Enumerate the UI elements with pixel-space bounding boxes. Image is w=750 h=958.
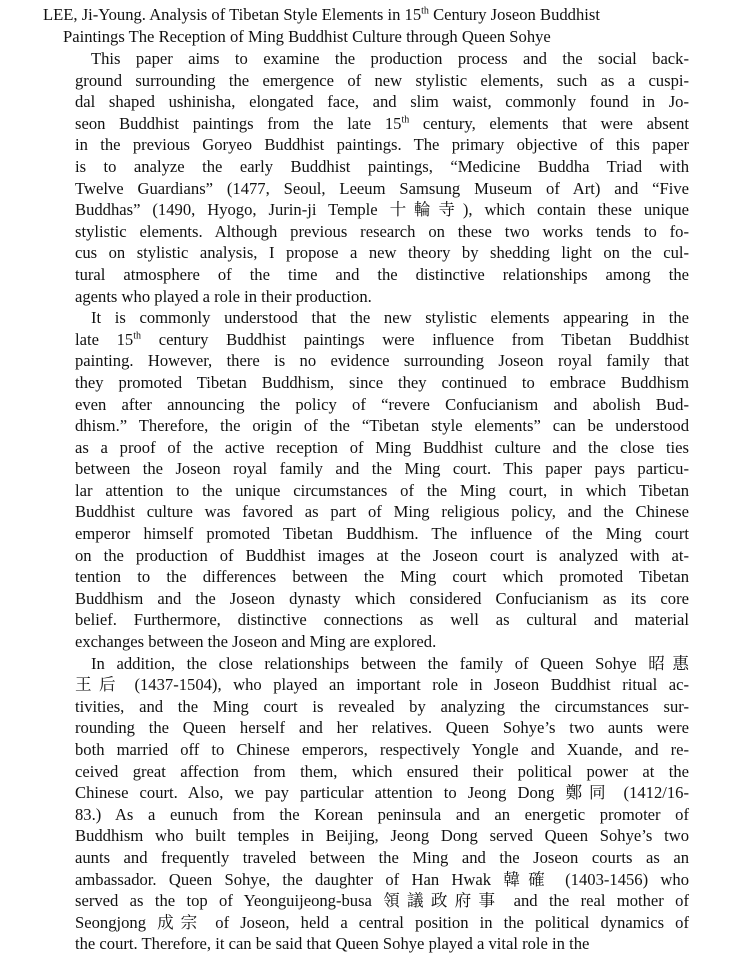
text-line: as a proof of the active reception of Ming Buddhist culture and the close ties (75, 437, 689, 457)
text-line: ceived great affection from them, which ensured their political power at the (75, 761, 689, 781)
paragraph (75, 653, 689, 955)
text-line: Chinese court. Also, we pay particular attention to Jeong Dong 鄭同 (1412/16- (75, 783, 689, 803)
text-line: Buddhist culture was favored as part of Ming religious policy, and the Chinese (75, 502, 689, 522)
text-line: between the Joseon royal family and the Ming court. This paper pays particu- (75, 459, 689, 479)
text-line: emperor himself promoted Tibetan Buddhism. The influence of the Ming court (75, 524, 689, 544)
text-line: they promoted Tibetan Buddhism, since they continued to embrace Buddhism (75, 372, 689, 392)
text-line: rounding the Queen herself and her relatives. Queen Sohye’s two aunts were (75, 718, 689, 738)
text-line: belief. Furthermore, distinctive connections as well as cultural and material (75, 610, 689, 630)
heading-line-1: LEE, Ji-Young. Analysis of Tibetan Style Elements in 15th Century Joseon Buddhist (43, 5, 600, 24)
text-line: cus on stylistic analysis, I propose a new theory by shedding light on the cul- (75, 243, 689, 263)
text-line: exchanges between the Joseon and Ming are explored. (75, 632, 437, 652)
heading-line-2: Paintings The Reception of Ming Buddhist Culture through Queen Sohye (63, 27, 551, 46)
text-line: 王后 (1437-1504), who played an important role in Joseon Buddhist ritual ac- (75, 675, 689, 695)
text-line: on the production of Buddhist images at the Joseon court is analyzed with at- (75, 545, 689, 565)
text-line: ground surrounding the emergence of new stylistic elements, such as a cuspi- (75, 70, 689, 90)
text-line: Buddhas” (1490, Hyogo, Jurin-ji Temple 十輪寺), which contain these unique (75, 200, 689, 220)
text-line: in the previous Goryeo Buddhist paintings. The primary objective of this paper (75, 135, 689, 155)
text-line: tural atmosphere of the time and the distinctive relationships among the (75, 264, 689, 284)
text-line: dhism.” Therefore, the origin of the “Tibetan style elements” can be understood (75, 416, 689, 436)
text-line: is to analyze the early Buddhist paintings, “Medicine Buddha Triad with (75, 156, 689, 176)
abstract-body (75, 48, 689, 955)
article-heading (43, 4, 733, 48)
text-line: stylistic elements. Although previous research on these two works tends to fo- (75, 221, 689, 241)
paragraph (75, 48, 689, 307)
text-line: This paper aims to examine the production process and the social back- (91, 49, 689, 68)
text-line: Buddhism and the Joseon dynasty which considered Confucianism as its core (75, 588, 689, 608)
text-line: the court. Therefore, it can be said that Queen Sohye played a vital role in the (75, 934, 590, 954)
text-line: served as the top of Yeonguijeong-busa 領議政府事 and the real mother of (75, 891, 689, 911)
text-line: both married off to Chinese emperors, respectively Yongle and Xuande, and re- (75, 740, 689, 759)
text-line: dal shaped ushinisha, elongated face, and slim waist, commonly found in Jo- (75, 92, 689, 112)
text-line: seon Buddhist paintings from the late 15th century, elements that were absent (75, 113, 690, 133)
text-line: Buddhism who built temples in Beijing, Jeong Dong served Queen Sohye’s two (75, 826, 689, 846)
text-line: In addition, the close relationships between the family of Queen Sohye 昭惠 (91, 653, 689, 673)
text-line: even after announcing the policy of “revere Confucianism and abolish Bud- (75, 394, 689, 414)
text-line: tention to the differences between the Ming court which promoted Tibetan (75, 567, 689, 587)
text-line: Twelve Guardians” (1477, Seoul, Leeum Samsung Museum of Art) and “Five (75, 178, 689, 198)
text-line: It is commonly understood that the new stylistic elements appearing in the (91, 308, 689, 328)
text-line: 83.) As a eunuch from the Korean peninsula and an energetic promoter of (75, 804, 689, 824)
text-line: agents who played a role in their production. (75, 286, 372, 306)
paragraph (75, 307, 689, 653)
text-line: tivities, and the Ming court is revealed by analyzing the circumstances sur- (75, 696, 689, 716)
text-line: painting. However, there is no evidence surrounding Joseon royal family that (75, 351, 689, 371)
text-line: ambassador. Queen Sohye, the daughter of Han Hwak 韓確 (1403-1456) who (75, 869, 689, 889)
text-line: aunts and frequently traveled between the Ming and the Joseon courts as an (75, 847, 689, 867)
text-line: late 15th century Buddhist paintings were influence from Tibetan Buddhist (75, 329, 689, 349)
text-line: Seongjong 成宗 of Joseon, held a central position in the political dynamics of (75, 912, 689, 932)
text-line: lar attention to the unique circumstances of the Ming court, in which Tibetan (75, 480, 689, 500)
